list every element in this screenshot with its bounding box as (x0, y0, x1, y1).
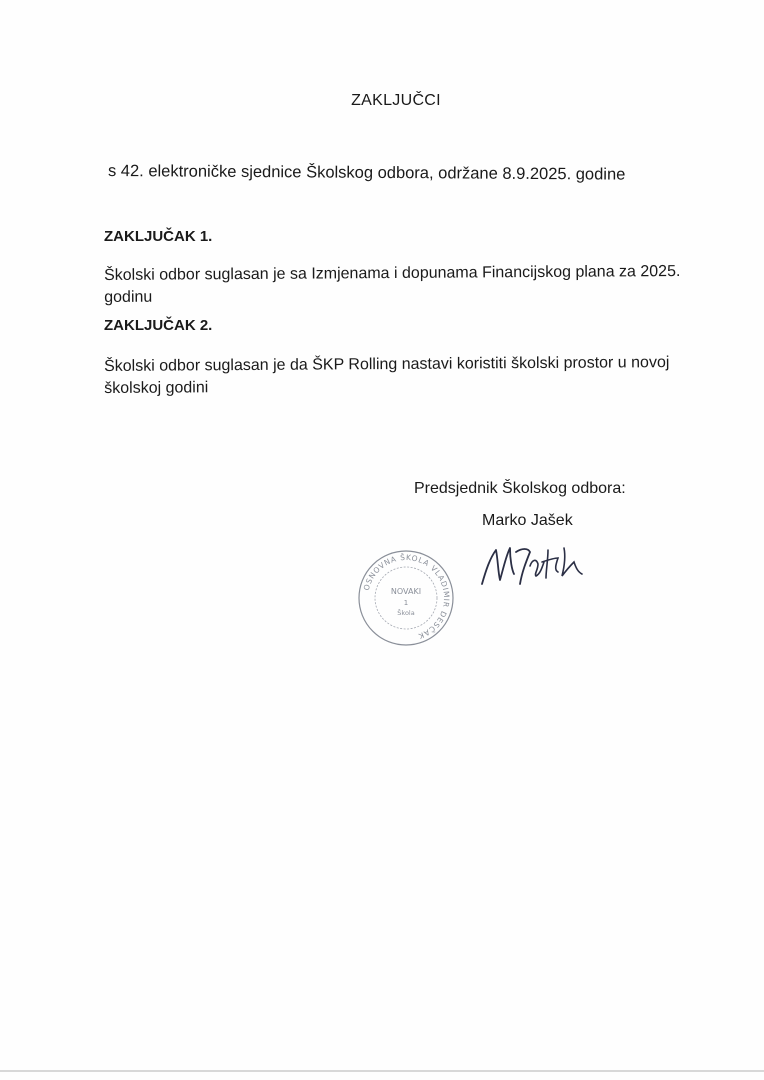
stamp-label: Škola (397, 609, 415, 617)
school-stamp (356, 548, 456, 648)
stamp-city: NOVAKI (390, 587, 422, 596)
document-title: ZAKLJUČCI (351, 92, 441, 109)
conclusion-1-text: Školski odbor suglasan je sa Izmjenama i dopunama Financijskog plana za 2025. godinu (104, 262, 681, 306)
signature-block (414, 480, 626, 529)
conclusion-2-text: Školski odbor suglasan je da ŠKP Rolling nastavi koristiti školski prostor u novoj školskoj godini (104, 354, 670, 397)
page-bottom-edge (0, 1070, 764, 1072)
stamp-ring-text: OSNOVNA ŠKOLA VLADIMIR DESČAK (361, 552, 452, 641)
signature-name: Marko Jašek (482, 512, 573, 529)
signature-role: Predsjednik Školskog odbora: (414, 480, 626, 497)
conclusion-2-heading: ZAKLJUČAK 2. (104, 317, 213, 334)
document-subtitle: s 42. elektroničke sjednice Školskog odbora, održane 8.9.2025. godine (107, 162, 626, 184)
stamp-number: 1 (403, 599, 409, 607)
conclusion-1-heading: ZAKLJUČAK 1. (104, 228, 213, 245)
handwritten-signature (476, 540, 588, 590)
